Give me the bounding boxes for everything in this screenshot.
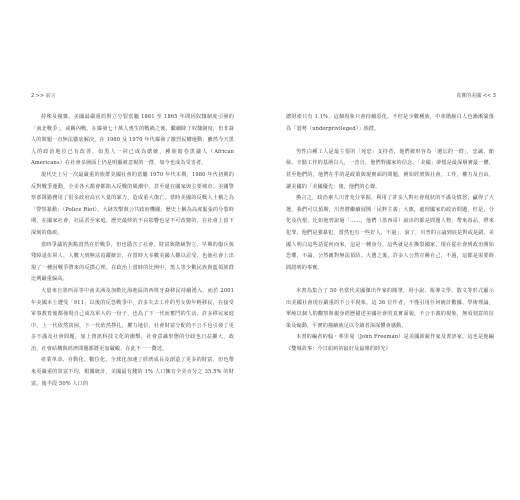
paragraph: 總財產只有 1.1%，這個現象只會持續惡化。不但是少數種族，中產階級白人也漸漸淪落為「弱勢（underprivileged）」族群。: [286, 114, 494, 132]
paragraph: 換言之，政治素人川普充分掌握，利用了許多人對社會現狀的不滿及憤怒，贏得了大選。我們可以預期，川普將繼續展開「民粹主義」大旗，處理國家的政治問題，但是，分化及仇恨，比如他曾說過「……，他們（墨西哥）說出的都是問題人物，帶來毒品，帶來犯罪，他們是強暴犯，當然也有一些好人，不過」，說了，川普的言論到底是對或是錯，美國人明白這些話從何而來，這是一種身分，這些就是在撕裂國家，現在從社會到政治開始恐懼，不論，公然敵對無法預防。大選之後，許多人公然宣稱自己，不過，這都是需要時間證明的事實。: [286, 195, 494, 271]
right-page: [260, 0, 520, 500]
paragraph: 當時爭議的焦點當然在於戰爭，但也隱含了社會、財富與階級對立。早期的傷兵與殘障退伍軍人，人數大到無法追蹤統計，在當時大多數美國人難以忍受，也使社會上出現了一種因戰爭帶來的反撲心理。在政治上當時的比例中，黑人等少數民族與藍領族群比例嚴重偏高。: [31, 241, 234, 283]
paragraph: 本書的編者約翰・弗里曼（John Freeman）是美國新銳作家及書評家，這也是他編《雙城故事：今日紐約的最好及最壞的時光》: [286, 334, 494, 352]
left-body-text: [31, 112, 234, 390]
paragraph: 大量來自墨西哥等中南美洲及加勒比海地區的西班牙裔移民持續湧入，而於 2001 年美國本土遭受「911」以後的反恐戰爭中，許多失去工作的男女與年輕移民，在接受軍事教育後都發現自己成為軍人的一份子，也為了下一代而奮鬥的生活。許多移民家庭中，上一代依然貧困，下一代依然掙扎，權力地位、社會財富分配的不公平也引發了更多不滿及社會問題，加上資訊科技文化的衝擊，社會意識形態的分歧也日益擴大，政治、社會結構與經濟問題都將更加嚴峻，在此不一一贅述。: [31, 287, 234, 352]
paragraph: 男性白種工人是最主要的「死忠」支持者，他們被形容為「遺忘的一群」，忠誠、節儉、辛勤工作的基層白人，一昔日，他們對國家的信念，「美國」夢想是最深層實最一體，甚至他們的，他們在乎的是政策與現實面的問題，例如經濟與社會，工作，權力及自由，讓美國的「美國優先」後，他們的心聲。: [286, 148, 494, 190]
paragraph: 本書為集合了 50 名當代美國傑出作家的隨筆，用小說、報導文學、散文等形式顯示出美國社會現存嚴重的不公平現象。這 36 位作者，不僅引用任何統計數據、學術理論，單純以個人的觀察與親身經歷描述美國社會的真實面貌，不公不義的現象，無須刻意的渲染及煽動，平實的描繪就足以令讀者深深體會感動。: [286, 287, 494, 329]
right-running-head: 真實的美國 << 3: [456, 93, 496, 99]
paragraph: 產業革命、自動化、數位化、全球化加速了經濟成長及創造了更多的財富，但也帶來更嚴重的貧富不均，根據統計，美國最有錢的 1% 人口擁有全美百分之 35.5% 的財富，後半段 50% 人口的: [31, 357, 234, 387]
paragraph: 現代史上另一次最嚴重的族群美國社會的當屬 1970 年代末期，1980 年代初期的反對戰爭運動，全美各大都會都陷入反戰的風潮中，甚至還在國家與主要城市。美國警察部隊勤務用了很多政府高官大量的暴力，造成重大傷亡。當時美國的反戰人士稱之為「警察暴動」（Police Riot）。大肆攻擊與公共政府機關，歷史上稱為高度緊張的分裂時期，在國家社會，社區甚至家庭，歷史最終的不良影響也是不可改變的，在社會上留下深刻的傷痕。: [31, 171, 234, 236]
left-running-head: 2 >> 前言: [31, 93, 56, 99]
right-body-text: [286, 112, 494, 355]
paragraph: 持殊及複雜。美國最嚴重的對立分裂當屬 1861 至 1865 年間因奴隸制度引發的「南北戰爭」，或稱內戰。在爆發七十萬人喪生的戰禍之後，繼續除了奴隸制度，但非裔人的問題一直無法徹底解決。在 1960 及 1970 年代爆發了激烈民權運動，雖然今天黑人的政治地位已有改善，如黑人一同已成為總統，種族暗卷黑議人（African Americans）在社會多層面上仍是明顯被忽視的一群，如今也成為受害者。: [31, 114, 234, 167]
